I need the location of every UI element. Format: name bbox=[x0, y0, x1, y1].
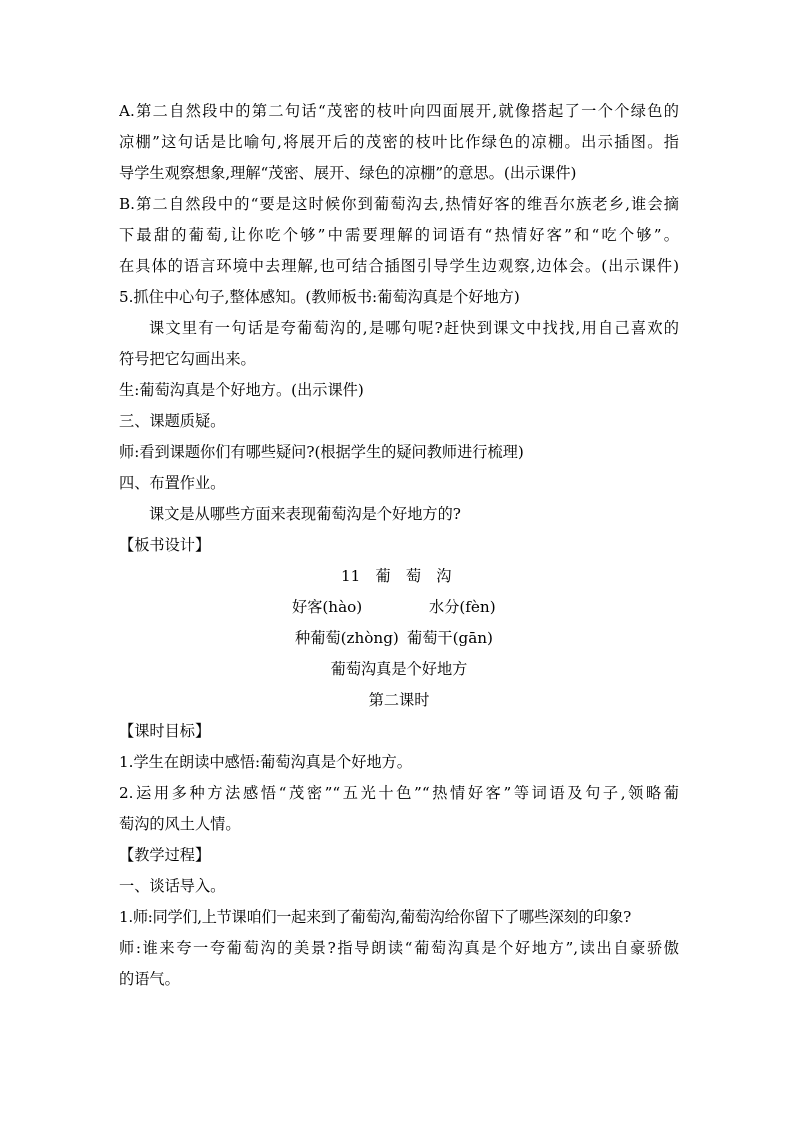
board-design-heading: 【板书设计】 bbox=[119, 536, 211, 554]
question-1: 1.师:同学们,上节课咱们一起来到了葡萄沟,葡萄沟给你留下了哪些深刻的印象? bbox=[119, 908, 632, 926]
question-2-line-2: 的语气。 bbox=[119, 970, 180, 988]
para-b-line-2: 下最甜的葡萄,让你吃个够”中需要理解的词语有“热情好客”和“吃个够”。 bbox=[119, 226, 679, 244]
para-a-line-1: A.第二自然段中的第二句话“茂密的枝叶向四面展开,就像搭起了一个个绿色的 bbox=[119, 102, 679, 120]
homework-question: 课文是从哪些方面来表现葡萄沟是个好地方的? bbox=[149, 505, 461, 523]
board-word-haoke: 好客(hào) bbox=[292, 598, 363, 616]
section-3-heading: 三、课题质疑。 bbox=[119, 412, 226, 430]
lesson-2-title: 第二课时 bbox=[368, 691, 430, 709]
goals-heading: 【课时目标】 bbox=[119, 722, 211, 740]
board-title: 11 葡 萄 沟 bbox=[341, 567, 452, 585]
find-sentence-line-1: 课文里有一句话是夸葡萄沟的,是哪句呢?赶快到课文中找找,用自己喜欢的 bbox=[149, 319, 679, 337]
board-word-zhong: 种葡萄(zhòng) bbox=[295, 629, 399, 647]
para-a-line-2: 凉棚”这句话是比喻句,将展开后的茂密的枝叶比作绿色的凉棚。出示插图。指 bbox=[119, 133, 679, 151]
question-2-line-1: 师:谁来夸一夸葡萄沟的美景?指导朗读“葡萄沟真是个好地方”,读出自豪骄傲 bbox=[119, 939, 679, 957]
para-b-line-1: B.第二自然段中的“要是这时候你到葡萄沟去,热情好客的维吾尔族老乡,谁会摘 bbox=[119, 195, 679, 213]
goal-1: 1.学生在朗读中感悟:葡萄沟真是个好地方。 bbox=[119, 753, 412, 771]
board-central-sentence: 葡萄沟真是个好地方 bbox=[330, 660, 468, 678]
board-title-row bbox=[119, 561, 679, 592]
student-answer: 生:葡萄沟真是个好地方。(出示课件) bbox=[119, 381, 364, 399]
board-words-row-1 bbox=[119, 592, 679, 623]
para-b-line-3: 在具体的语言环境中去理解,也可结合插图引导学生边观察,边体会。(出示课件) bbox=[119, 257, 679, 275]
board-word-shuifen: 水分(fèn) bbox=[429, 598, 496, 616]
intro-heading: 一、谈话导入。 bbox=[119, 877, 226, 895]
process-heading: 【教学过程】 bbox=[119, 846, 211, 864]
goal-2-line-2: 萄沟的风土人情。 bbox=[119, 815, 241, 833]
section-4-heading: 四、布置作业。 bbox=[119, 474, 226, 492]
step-5: 5.抓住中心句子,整体感知。(教师板书:葡萄沟真是个好地方) bbox=[119, 288, 520, 306]
para-a-line-3: 导学生观察想象,理解“茂密、展开、绿色的凉棚”的意思。(出示课件) bbox=[119, 164, 577, 182]
board-words-row-2 bbox=[119, 623, 679, 654]
find-sentence-line-2: 符号把它勾画出来。 bbox=[119, 350, 256, 368]
document-page bbox=[119, 96, 679, 995]
goal-2-line-1: 2.运用多种方法感悟“茂密”“五光十色”“热情好客”等词语及句子,领略葡 bbox=[119, 784, 679, 802]
board-word-gan: 葡萄干(gān) bbox=[407, 629, 493, 647]
teacher-question: 师:看到课题你们有哪些疑问?(根据学生的疑问教师进行梳理) bbox=[119, 443, 524, 461]
